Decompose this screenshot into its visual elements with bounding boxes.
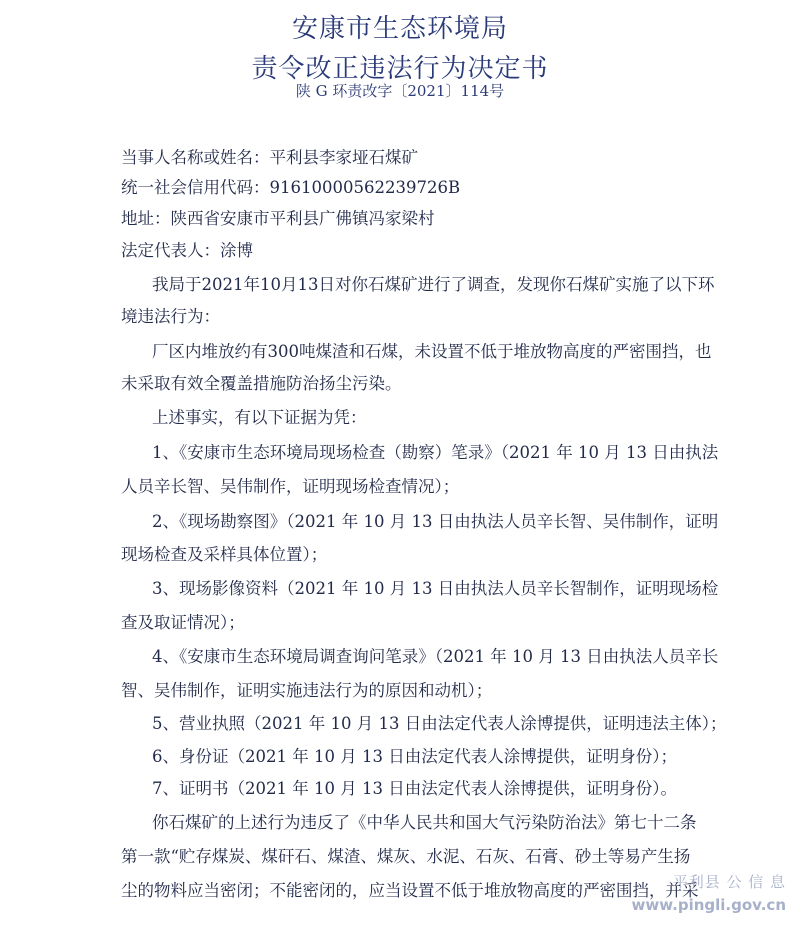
evidence-item: 智、吴伟制作，证明实施违法行为的原因和动机）； <box>121 681 493 700</box>
evidence-item: 5、营业执照（2021 年 10 月 13 日由法定代表人涂博提供，证明违法主体）； <box>152 714 727 733</box>
evidence-item: 7、证明书（2021 年 10 月 13 日由法定代表人涂博提供，证明身份）。 <box>152 779 677 798</box>
document-title: 责令改正违法行为决定书 <box>251 54 549 84</box>
watermark-url: www.pingli.gov.cn <box>631 896 786 914</box>
paragraph-line: 你石煤矿的上述行为违反了《中华人民共和国大气污染防治法》第七十二条 <box>152 813 697 832</box>
party-name: 当事人名称或姓名：平利县李家垭石煤矿 <box>121 148 418 167</box>
paragraph-line: 境违法行为： <box>121 307 220 326</box>
party-address: 地址：陕西省安康市平利县广佛镇冯家梁村 <box>121 209 435 228</box>
watermark-text: 平利县 公 信 息 <box>672 873 786 891</box>
paragraph-line: 尘的物料应当密闭；不能密闭的，应当设置不低于堆放物高度的严密围挡，并采 <box>121 881 699 900</box>
evidence-item: 人员辛长智、吴伟制作，证明现场检查情况）； <box>121 477 460 496</box>
legal-representative: 法定代表人：涂博 <box>121 241 253 260</box>
paragraph-line: 未采取有效全覆盖措施防治扬尘污染。 <box>121 374 402 393</box>
evidence-item: 2、《现场勘察图》（2021 年 10 月 13 日由执法人员辛长智、吴伟制作，证明 <box>152 512 719 531</box>
credit-code: 统一社会信用代码：91610000562239726B <box>121 178 461 197</box>
document-number: 陕 G 环责改字〔2021〕114号 <box>295 82 505 100</box>
paragraph-line: 厂区内堆放约有300吨煤渣和石煤，未设置不低于堆放物高度的严密围挡，也 <box>152 342 712 361</box>
paragraph-line: 上述事实，有以下证据为凭： <box>152 408 367 427</box>
evidence-item: 1、《安康市生态环境局现场检查（勘察）笔录》（2021 年 10 月 13 日由执法 <box>152 443 719 462</box>
evidence-item: 6、身份证（2021 年 10 月 13 日由法定代表人涂博提供，证明身份）； <box>152 747 677 766</box>
evidence-item: 查及取证情况）； <box>121 613 245 632</box>
agency-title: 安康市生态环境局 <box>291 14 508 44</box>
evidence-item: 3、现场影像资料（2021 年 10 月 13 日由执法人员辛长智制作，证明现场检 <box>152 579 719 598</box>
paragraph-line: 我局于2021年10月13日对你石煤矿进行了调查，发现你石煤矿实施了以下环 <box>152 275 715 294</box>
paragraph-line: 第一款“贮存煤炭、煤矸石、煤渣、煤灰、水泥、石灰、石膏、砂土等易产生扬 <box>121 847 691 866</box>
evidence-item: 4、《安康市生态环境局调查询问笔录》（2021 年 10 月 13 日由执法人员辛长 <box>152 647 719 666</box>
evidence-item: 现场检查及采样具体位置）； <box>121 545 328 564</box>
